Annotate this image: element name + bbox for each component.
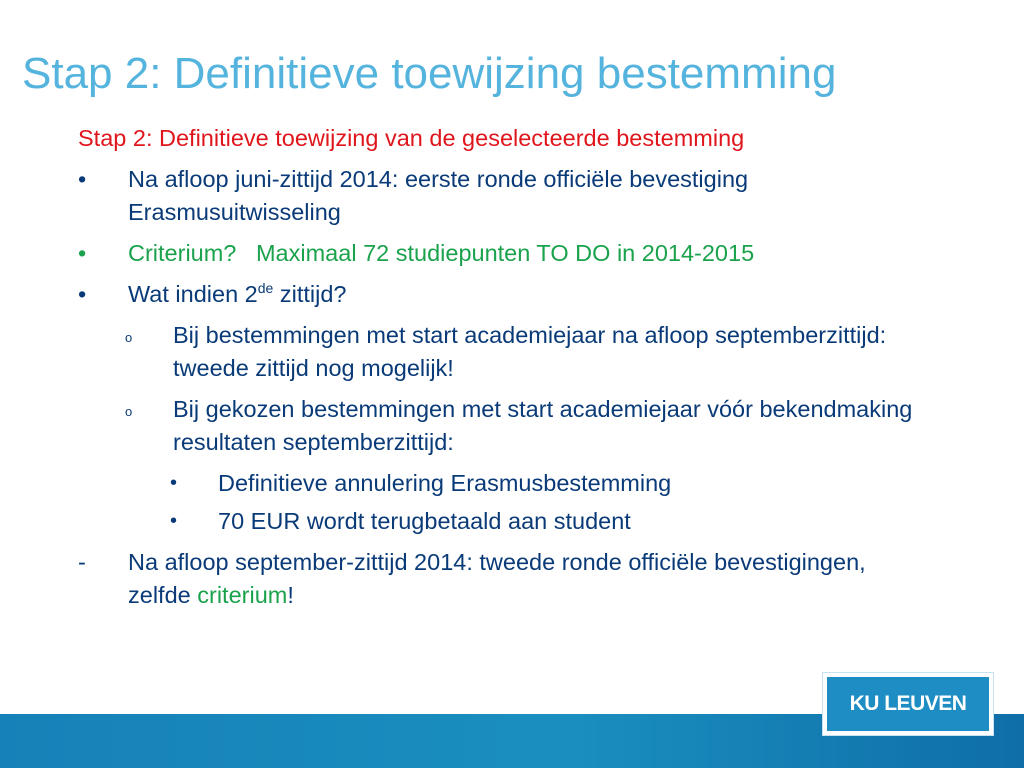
dash-text-end: ! — [287, 582, 294, 608]
bullet-text-end: zittijd? — [273, 281, 347, 307]
sub-sub-bullet-item — [78, 467, 918, 500]
bullet-text: Wat indien 2 — [128, 281, 258, 307]
circle-bullet-marker: o — [125, 330, 133, 345]
bullet-item-criterium — [78, 237, 918, 270]
bullet-item — [78, 278, 918, 311]
bullet-marker: • — [170, 472, 178, 494]
sub-sub-bullet-item — [78, 505, 918, 538]
superscript: de — [257, 280, 274, 296]
dash-text: Na afloop september-zittijd 2014: tweede ronde officiële bevestigingen, zelfde — [128, 549, 866, 608]
intro-text: Stap 2: Definitieve toewijzing van de geselecteerde bestemming — [78, 125, 745, 151]
ku-leuven-logo — [823, 673, 993, 735]
bullet-marker: • — [78, 166, 87, 192]
sub-bullet-item — [78, 393, 918, 459]
bullet-marker: • — [78, 281, 87, 307]
dash-item — [78, 546, 918, 612]
sub-bullet-text: Bij gekozen bestemmingen met start academiejaar vóór bekendmaking resultaten septemberzittijd: — [173, 396, 913, 455]
bullet-item — [78, 163, 918, 229]
circle-bullet-marker: o — [125, 404, 133, 419]
sub-sub-bullet-text: 70 EUR wordt terugbetaald aan student — [218, 508, 631, 534]
slide-title: Stap 2: Definitieve toewijzing bestemming — [22, 49, 837, 98]
dash-marker: - — [78, 549, 86, 575]
criterium-label: Criterium? — [128, 240, 237, 266]
logo-text: KU LEUVEN — [849, 692, 967, 715]
bullet-marker: • — [170, 510, 178, 532]
slide-content — [78, 122, 918, 620]
sub-bullet-item — [78, 319, 918, 385]
criterium-highlight: criterium — [197, 582, 288, 608]
sub-bullet-text: Bij bestemmingen met start academiejaar na afloop septemberzittijd: tweede zittijd nog mogelijk! — [173, 322, 887, 381]
criterium-text: Maximaal 72 studiepunten TO DO in 2014-2015 — [255, 240, 755, 266]
sub-sub-bullet-text: Definitieve annulering Erasmusbestemming — [218, 470, 672, 496]
bullet-marker: • — [78, 240, 87, 266]
bullet-text: Na afloop juni-zittijd 2014: eerste ronde officiële bevestiging Erasmusuitwisseling — [128, 166, 749, 225]
